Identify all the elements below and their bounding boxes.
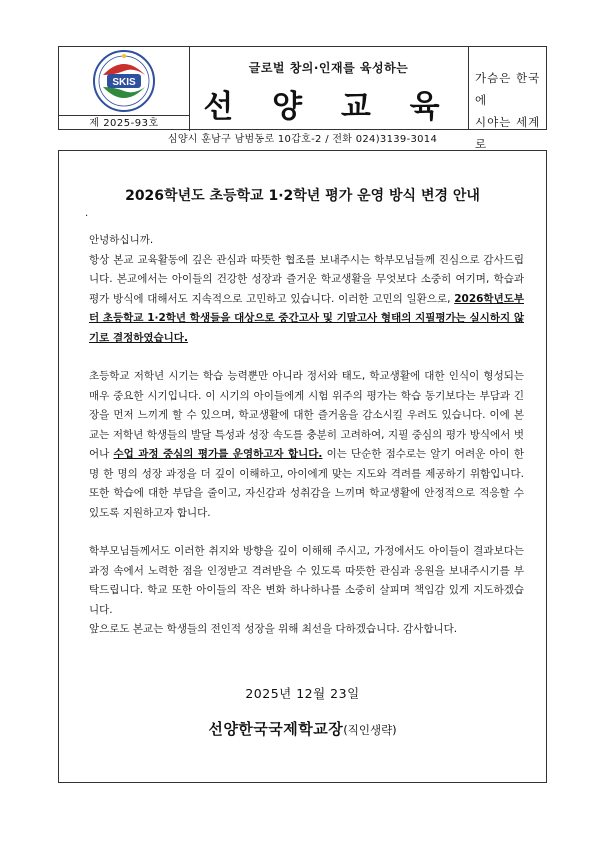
motto-line-1: 가슴은 한국에: [475, 71, 541, 107]
notice-content: [81, 231, 524, 640]
logo-cell: [59, 47, 190, 115]
paragraph-2-text-a: 초등학교 저학년 시기는 학습 능력뿐만 아니라 정서와 태도, 학교생활에 대한 인식이 형성되는 매우 중요한 시기입니다. 이 시기의 아이들에게 시험 위주의 평가는 학습 동기보다는 부담과 긴장을 먼저 느끼게 할 수 있으며, 학교생활에 대한 즐거움을 감소시킬 우려도 있습니다. 이에 본교는 저학년 학생들의 발달 특성과 성장 속도를 충분히 고려하여, 지필 중심의 평가 방식에서 벗어나: [89, 370, 524, 460]
school-logo: [59, 47, 189, 115]
masthead: 선 양 교 육: [203, 89, 454, 125]
paragraph-2-text-b: 이는 단순한 점수로는 알기 어려운 아이 한 명 한 명의 성장 과정을 더 깊이 이해하고, 아이에게 맞는 지도와 격려를 제공하기 위함입니다. 또한 학습에 대한 부담을 줄이고, 자신감과 성취감을 느끼며 학교생활에 안정적으로 적응할 수 있도록 지원하고자 합니다.: [89, 448, 524, 519]
paragraph-4: 앞으로도 본교는 학생들의 전인적 성장을 위해 최선을 다하겠습니다. 감사합니다.: [89, 623, 458, 635]
paragraph-2-emphasis: 수업 과정 중심의 평가를 운영하고자 합니다.: [113, 448, 323, 460]
stray-dot: ·: [85, 211, 89, 222]
paragraph-2: [81, 367, 524, 523]
school-address: 심양시 훈남구 남범동로 10갑호-2 / 전화 024)3139-3014: [167, 134, 438, 145]
notice-date: 2025년 12월 23일: [245, 686, 360, 701]
signer-name: 선양한국국제학교장: [208, 720, 344, 738]
motto-cell: [468, 47, 547, 151]
slogan: 글로벌 창의·인재를 육성하는: [248, 61, 409, 75]
notice-box: [58, 150, 547, 783]
signature-line: [59, 718, 546, 739]
paragraph-3: 학부모님들께서도 이러한 취지와 방향을 깊이 이해해 주시고, 가정에서도 아이들이 결과보다는 과정 속에서 노력한 점을 인정받고 격려받을 수 있도록 따뜻한 관심과 응원을 보내주시기를 부탁드립니다. 학교 또한 아이들의 작은 변화 하나하나를 소중히 살피며 책임감 있게 지도하겠습니다.: [89, 545, 524, 616]
paragraph-1-text: 항상 본교 교육활동에 깊은 관심과 따뜻한 협조를 보내주시는 학부모님들께 진심으로 감사드립니다. 본교에서는 아이들의 건강한 성장과 즐거운 학교생활을 무엇보다 소중히 여기며, 학습과 평가 방식에 대해서도 지속적으로 고민하고 있습니다. 이러한 고민의 일환으로,: [89, 253, 524, 305]
issue-number: 제 2025-93호: [59, 115, 190, 131]
title-cell: [189, 47, 468, 130]
paragraph-1: [81, 251, 524, 349]
notice-title: 2026학년도 초등학교 1·2학년 평가 운영 방식 변경 안내: [125, 188, 480, 204]
paragraph-1-emphasis: 2026학년도부터 초등학교 1·2학년 학생들을 대상으로 중간고사 및 기말고사 형태의 지필평가는 실시하지 않기로 결정하였습니다.: [89, 292, 524, 344]
logo-center-text: SKIS: [112, 77, 136, 88]
stamp-note: (직인생략): [343, 723, 397, 737]
motto-line-2: 시야는 세계로: [475, 115, 541, 151]
greeting: 안녕하십니까.: [89, 234, 154, 246]
